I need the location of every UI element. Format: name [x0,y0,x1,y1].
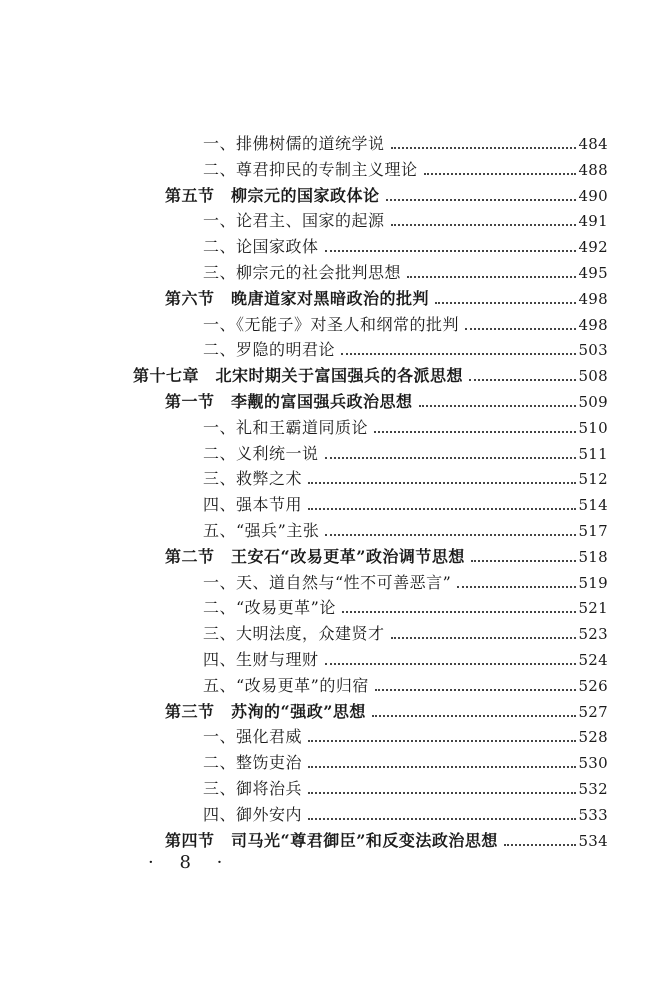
toc-entry-page-number: 521 [578,599,608,618]
dot-leader [308,766,576,768]
toc-entry-chapter [133,360,608,386]
toc-entry-item [203,334,608,360]
toc-entry-title: 一、礼和王霸道同质论 [203,417,369,437]
dot-leader [372,715,577,717]
toc-entry-section [165,825,608,851]
dot-leader [375,689,577,691]
toc-entry-page-number: 498 [578,289,608,308]
toc-entry-title: 第六节 晚唐道家对黑暗政治的批判 [165,288,430,308]
toc-entry-page-number: 530 [578,754,608,773]
toc-entry-item [203,773,608,799]
toc-entry-section [165,283,608,309]
toc-entry-page-number: 518 [578,547,608,566]
toc-entry-item [203,670,608,696]
dot-leader [471,560,577,562]
dot-leader [325,534,576,536]
toc-entry-page-number: 492 [578,238,608,257]
toc-entry-page-number: 526 [578,676,608,695]
toc-entry-item [203,567,608,593]
toc-entry-title: 二、尊君抑民的专制主义理论 [203,159,418,179]
dot-leader [391,224,577,226]
dot-leader [504,844,577,846]
toc-entry-title: 一、《无能子》对圣人和纲常的批判 [203,314,460,334]
toc-entry-page-number: 495 [578,264,608,282]
toc-entry-title: 四、御外安内 [203,804,303,824]
toc-entry-item [203,799,608,825]
dot-leader [374,431,576,433]
toc-entry-item [203,309,608,335]
toc-entry-item [203,489,608,515]
toc-entry-title: 一、排佛树儒的道统学说 [203,134,385,153]
toc-entry-item [203,592,608,618]
toc-entry-page-number: 508 [578,367,608,386]
toc-entry-page-number: 491 [578,212,608,231]
dot-leader [342,611,577,613]
toc-entry-item [203,721,608,747]
toc-entry-page-number: 498 [578,315,608,334]
toc-entry-item [203,438,608,464]
toc-entry-title: 第四节 司马光“尊君御臣”和反变法政治思想 [165,830,498,850]
toc-entry-item [203,128,608,154]
dot-leader [325,250,577,252]
toc-entry-page-number: 488 [578,160,608,179]
toc-entry-title: 第二节 王安石“改易更革”政治调节思想 [165,546,465,566]
toc-entry-page-number: 503 [578,341,608,360]
toc-entry-page-number: 519 [578,573,608,592]
toc-entry-title: 二、“改易更革”论 [203,598,336,618]
toc-entry-page-number: 512 [578,470,608,489]
toc-entry-page-number: 517 [578,522,608,540]
toc-entry-title: 五、“强兵”主张 [203,521,320,540]
toc-entry-title: 一、天、道自然与“性不可善恶言” [203,572,452,592]
toc-entry-page-number: 527 [578,702,608,721]
dot-leader [341,353,576,355]
dot-leader [457,586,576,588]
toc-entry-title: 一、论君主、国家的起源 [203,211,385,231]
toc-entry-title: 三、救弊之术 [203,469,303,489]
toc-entry-page-number: 533 [578,805,608,824]
toc-entry-page-number: 484 [578,135,608,153]
dot-leader [424,173,577,175]
dot-leader [308,482,576,484]
dot-leader [391,637,577,639]
toc-entry-section [165,696,608,722]
dot-leader [325,457,577,459]
dot-leader [391,147,577,149]
toc-entry-title: 第十七章 北宋时期关于富国强兵的各派思想 [133,366,464,386]
toc-entry-title: 四、强本节用 [203,495,303,515]
toc-entry-page-number: 528 [578,728,608,747]
toc-entry-item [203,463,608,489]
dot-leader [308,508,576,510]
toc-entry-page-number: 523 [578,625,608,644]
toc-entry-title: 第三节 苏洵的“强政”思想 [165,701,366,721]
toc-entry-title: 二、论国家政体 [203,237,319,257]
toc-entry-page-number: 510 [578,418,608,437]
toc-entry-section [165,180,608,206]
toc-entry-section [165,541,608,567]
toc-entry-title: 三、大明法度，众建贤才 [203,624,385,644]
toc-entry-title: 五、“改易更革”的归宿 [203,675,369,695]
dot-leader [469,379,576,381]
toc-entry-title: 第一节 李觏的富国强兵政治思想 [165,392,413,411]
page-number-footer: · 8 · [148,852,233,873]
toc-entry-item [203,747,608,773]
toc-entry-item [203,231,608,257]
dot-leader [465,328,576,330]
toc-entry-title: 四、生财与理财 [203,650,319,669]
toc-entry-title: 二、义利统一说 [203,443,319,463]
toc-entry-item [203,412,608,438]
toc-entry-title: 三、御将治兵 [203,779,303,798]
toc-entry-item [203,154,608,180]
dot-leader [407,276,576,278]
toc-entry-section [165,386,608,412]
toc-entry-item [203,257,608,283]
dot-leader [325,663,577,665]
toc-entry-page-number: 532 [578,780,608,798]
toc-entry-item [203,644,608,670]
toc-entry-title: 一、强化君威 [203,727,303,747]
toc-entry-page-number: 511 [578,444,608,463]
toc-entry-title: 三、柳宗元的社会批判思想 [203,263,402,282]
toc-entry-item [203,515,608,541]
toc-entry-title: 二、整饬吏治 [203,753,303,773]
toc-entry-item [203,205,608,231]
dot-leader [419,405,577,407]
toc-entry-page-number: 490 [578,186,608,205]
toc-entry-item [203,618,608,644]
toc-entry-title: 第五节 柳宗元的国家政体论 [165,185,380,205]
dot-leader [308,818,576,820]
toc-entry-title: 二、罗隐的明君论 [203,340,336,360]
dot-leader [386,199,577,201]
toc-entry-page-number: 534 [578,831,608,850]
dot-leader [308,792,576,794]
toc-entry-page-number: 514 [578,496,608,515]
dot-leader [435,302,576,304]
dot-leader [308,740,576,742]
toc-entry-page-number: 524 [578,651,608,669]
toc-entry-page-number: 509 [578,393,608,411]
